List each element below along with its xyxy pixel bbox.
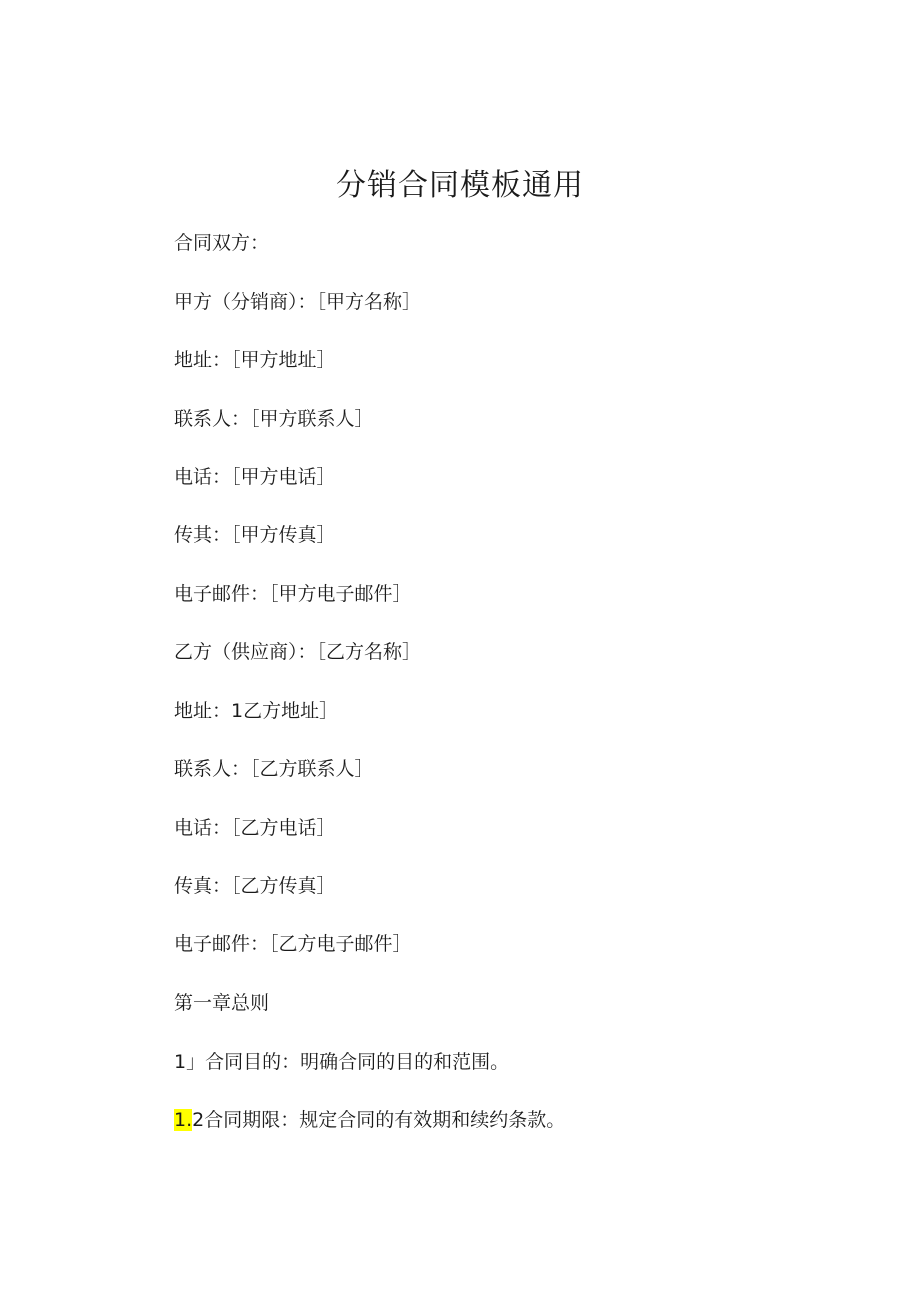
party-a-name: 甲方（分销商）：［甲方名称］ xyxy=(174,291,422,313)
party-a-address: 地址：［甲方地址］ xyxy=(174,349,336,371)
clause-1-1: 1」合同目的：明确合同的目的和范围。 xyxy=(174,1051,510,1073)
clause-1-2-number-highlight: 1. xyxy=(174,1109,193,1131)
party-b-phone: 电话：［乙方电话］ xyxy=(174,817,336,839)
party-b-email: 电子邮件：［乙方电子邮件］ xyxy=(174,933,412,955)
party-a-email: 电子邮件：［甲方电子邮件］ xyxy=(174,583,412,605)
chapter-1-heading: 第一章总则 xyxy=(174,992,270,1014)
party-b-contact: 联系人：［乙方联系人］ xyxy=(174,758,374,780)
party-a-fax: 传其：［甲方传真］ xyxy=(174,524,336,546)
parties-heading: 合同双方： xyxy=(174,232,270,254)
party-b-address: 地址：1乙方地址］ xyxy=(174,700,339,722)
clause-1-2-text: 2合同期限：规定合同的有效期和续约条款。 xyxy=(192,1109,566,1131)
party-a-contact: 联系人：［甲方联系人］ xyxy=(174,408,374,430)
party-b-name: 乙方（供应商）：［乙方名称］ xyxy=(174,641,422,663)
document-title: 分销合同模板通用 xyxy=(336,168,584,203)
party-b-fax: 传真：［乙方传真］ xyxy=(174,875,336,897)
party-a-phone: 电话：［甲方电话］ xyxy=(174,466,336,488)
clause-1-2 xyxy=(174,1107,565,1133)
